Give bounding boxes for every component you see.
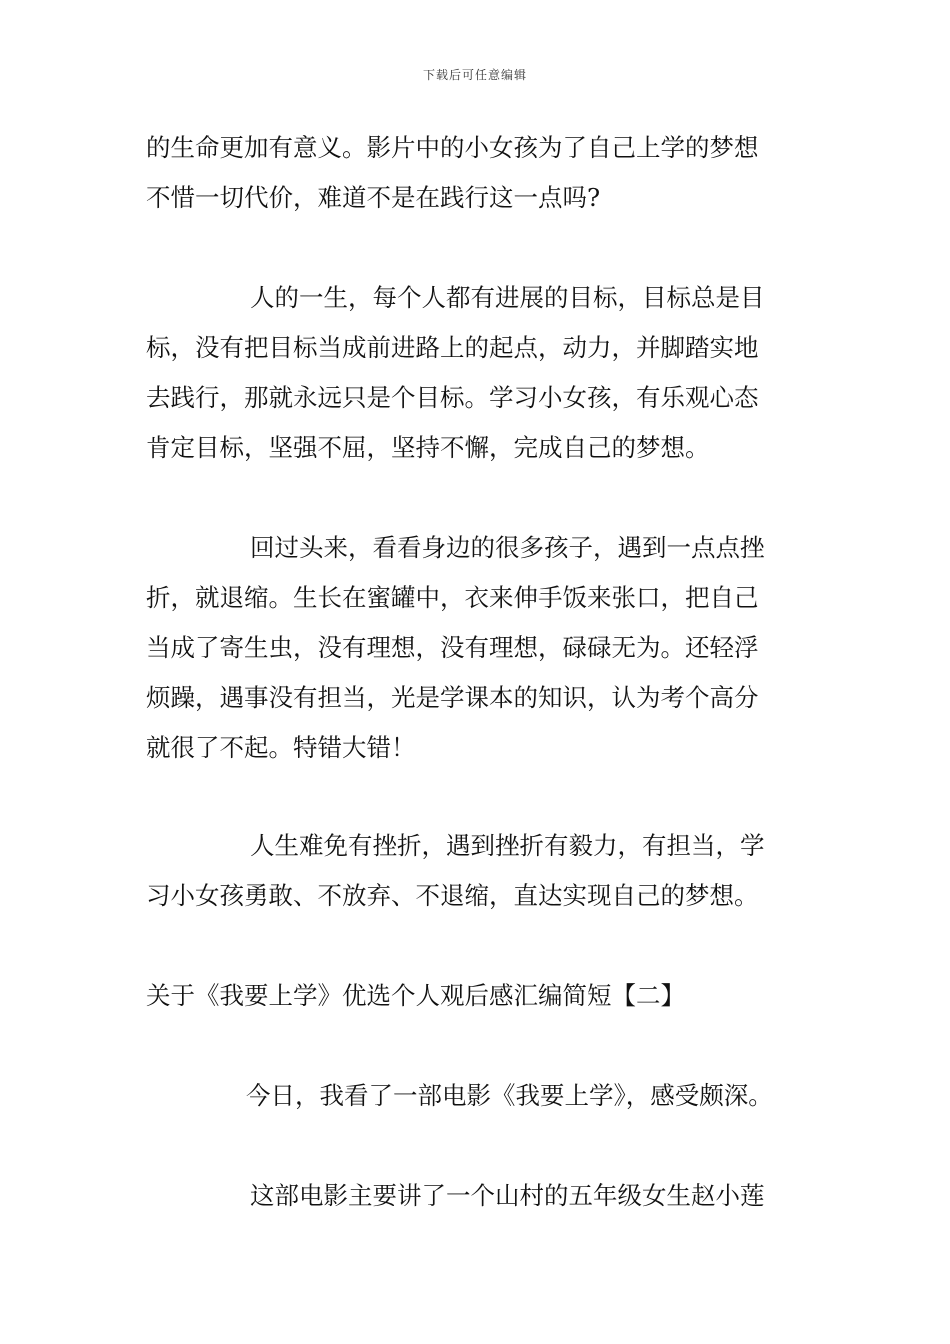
text-line: 不惜一切代价，难道不是在践行这一点吗?: [146, 183, 601, 212]
text-line: 人生难免有挫折，遇到挫折有毅力，有担当，学: [250, 831, 765, 860]
text-line: 人的一生，每个人都有进展的目标，目标总是目: [250, 283, 765, 312]
text-line: 习小女孩勇敢、不放弃、不退缩，直达实现自己的梦想。: [146, 881, 759, 910]
text-line: 折，就退缩。生长在蜜罐中，衣来伸手饭来张口，把自己: [146, 583, 759, 612]
page-header: 下载后可任意编辑: [422, 68, 527, 82]
text-line: 标，没有把目标当成前进路上的起点，动力，并脚踏实地: [146, 333, 759, 362]
text-line: 肯定目标，坚强不屈，坚持不懈，完成自己的梦想。: [146, 433, 710, 462]
text-line: 烦躁，遇事没有担当，光是学课本的知识，认为考个高分: [146, 683, 759, 712]
text-line: 回过头来，看看身边的很多孩子，遇到一点点挫: [250, 533, 765, 562]
text-line: 这部电影主要讲了一个山村的五年级女生赵小莲: [250, 1181, 765, 1210]
text-line: 今日，我看了一部电影《我要上学》，感受颇深。: [246, 1081, 773, 1110]
text-line: 当成了寄生虫，没有理想，没有理想，碌碌无为。还轻浮: [146, 633, 759, 662]
text-line: 就很了不起。特错大错！: [146, 733, 416, 762]
text-line: 的生命更加有意义。影片中的小女孩为了自己上学的梦想: [146, 133, 759, 162]
text-line: 去践行，那就永远只是个目标。学习小女孩，有乐观心态: [146, 383, 759, 412]
section-heading: 关于《我要上学》优选个人观后感汇编简短【二】: [146, 981, 685, 1010]
